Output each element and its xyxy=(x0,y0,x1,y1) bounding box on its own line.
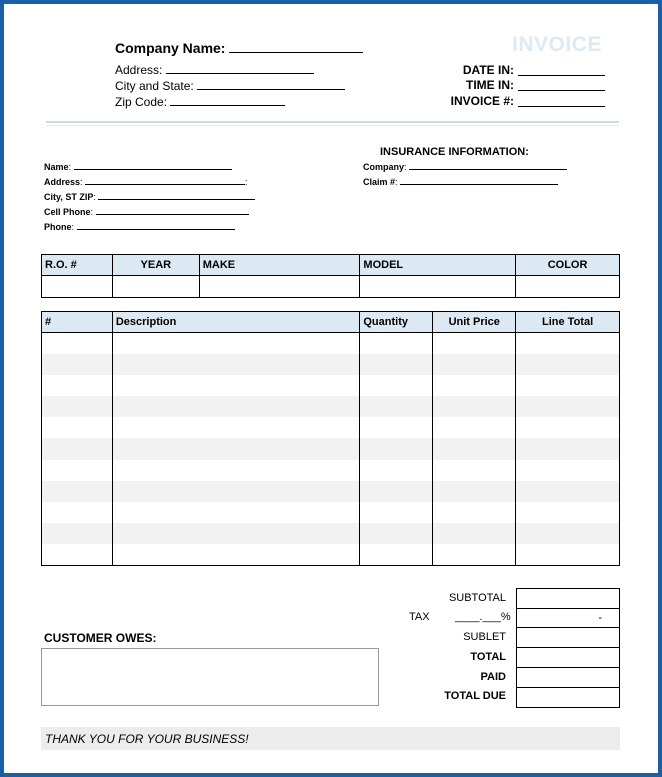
table-row xyxy=(42,523,620,544)
customer-owes-label: CUSTOMER OWES: xyxy=(44,631,157,645)
paid-field[interactable] xyxy=(516,667,620,688)
item-cell[interactable] xyxy=(112,460,360,481)
address-label: Address: xyxy=(115,63,163,77)
year-header: YEAR xyxy=(112,255,199,276)
insurance-company-label: Company xyxy=(363,162,405,172)
customer-phone-label: Phone xyxy=(44,222,72,232)
date-in-field[interactable] xyxy=(518,63,605,76)
item-cell[interactable] xyxy=(42,523,113,544)
model-cell[interactable] xyxy=(360,276,516,298)
vehicle-table-row xyxy=(42,276,620,298)
paid-label: PAID xyxy=(480,671,506,683)
table-row xyxy=(42,417,620,438)
item-cell[interactable] xyxy=(433,438,516,459)
color-header: COLOR xyxy=(516,255,620,276)
item-cell[interactable] xyxy=(360,438,433,459)
tax-rate[interactable]: ____.___% xyxy=(455,611,511,623)
vehicle-table-header xyxy=(42,255,620,276)
invoice-number-label: INVOICE #: xyxy=(450,94,514,108)
item-cell[interactable] xyxy=(112,375,360,396)
insurance-company-field[interactable] xyxy=(409,169,567,170)
table-row xyxy=(42,375,620,396)
item-cell[interactable] xyxy=(360,333,433,354)
customer-name-row: Name: xyxy=(44,162,232,172)
item-cell[interactable] xyxy=(360,544,433,565)
thank-you-banner: THANK YOU FOR YOUR BUSINESS! xyxy=(41,727,620,750)
item-cell[interactable] xyxy=(360,417,433,438)
item-cell[interactable] xyxy=(112,417,360,438)
line-items-header xyxy=(42,312,620,333)
item-cell[interactable] xyxy=(360,523,433,544)
tax-field[interactable] xyxy=(516,608,620,628)
item-cell[interactable] xyxy=(516,333,620,354)
item-cell[interactable] xyxy=(42,502,113,523)
invoice-watermark: INVOICE xyxy=(512,33,602,56)
customer-city-field[interactable] xyxy=(98,199,255,200)
customer-city-label: City, ST ZIP xyxy=(44,192,94,202)
item-cell[interactable] xyxy=(433,417,516,438)
table-row xyxy=(42,354,620,375)
item-cell[interactable] xyxy=(112,438,360,459)
item-cell[interactable] xyxy=(112,354,360,375)
sublet-label: SUBLET xyxy=(463,631,506,643)
time-in-field[interactable] xyxy=(518,78,605,91)
subtotal-field[interactable] xyxy=(516,588,620,609)
item-cell[interactable] xyxy=(433,544,516,565)
ro-number-header: R.O. # xyxy=(42,255,113,276)
customer-phone-row: Phone: xyxy=(44,222,235,232)
invoice-number-field[interactable] xyxy=(518,94,605,107)
item-cell[interactable] xyxy=(433,396,516,417)
item-cell[interactable] xyxy=(42,375,113,396)
item-cell[interactable] xyxy=(433,523,516,544)
item-cell[interactable] xyxy=(112,502,360,523)
insurance-title: INSURANCE INFORMATION: xyxy=(380,146,529,158)
tax-label: TAX xyxy=(409,611,430,623)
item-cell[interactable] xyxy=(433,460,516,481)
item-cell[interactable] xyxy=(112,333,360,354)
customer-city-row: City, ST ZIP: xyxy=(44,192,255,202)
sublet-field[interactable] xyxy=(516,627,620,648)
description-header: Description xyxy=(112,312,360,333)
claim-number-label: Claim # xyxy=(363,177,396,187)
city-state-field[interactable] xyxy=(197,89,345,90)
customer-cell-row: Cell Phone: xyxy=(44,207,249,217)
item-cell[interactable] xyxy=(433,502,516,523)
item-cell[interactable] xyxy=(516,396,620,417)
item-cell[interactable] xyxy=(112,523,360,544)
color-cell[interactable] xyxy=(516,276,620,298)
address-row xyxy=(115,63,314,77)
zip-label: Zip Code: xyxy=(115,95,168,109)
zip-field[interactable] xyxy=(170,105,285,106)
customer-address-label: Address xyxy=(44,177,81,187)
customer-owes-box[interactable] xyxy=(41,648,379,706)
tax-value: - xyxy=(598,612,602,624)
table-row xyxy=(42,544,620,565)
item-cell[interactable] xyxy=(112,544,360,565)
total-due-field[interactable] xyxy=(516,687,620,708)
item-cell[interactable] xyxy=(42,544,113,565)
item-cell[interactable] xyxy=(433,333,516,354)
item-cell[interactable] xyxy=(42,354,113,375)
address-field[interactable] xyxy=(166,73,314,74)
table-row xyxy=(42,438,620,459)
item-cell[interactable] xyxy=(42,333,113,354)
time-in-label: TIME IN: xyxy=(466,78,514,92)
zip-row xyxy=(115,95,285,109)
year-cell[interactable] xyxy=(112,276,199,298)
item-cell[interactable] xyxy=(516,523,620,544)
item-cell[interactable] xyxy=(516,481,620,502)
company-name-row xyxy=(115,40,363,56)
line-items-table xyxy=(41,311,620,566)
customer-name-label: Name xyxy=(44,162,69,172)
claim-number-row: Claim #: xyxy=(363,177,558,187)
item-number-header: # xyxy=(42,312,113,333)
insurance-company-row: Company: xyxy=(363,162,567,172)
vehicle-table xyxy=(41,254,620,298)
item-cell[interactable] xyxy=(360,460,433,481)
header-divider xyxy=(46,121,619,123)
item-cell[interactable] xyxy=(42,460,113,481)
item-cell[interactable] xyxy=(42,396,113,417)
claim-number-field[interactable] xyxy=(400,184,558,185)
item-cell[interactable] xyxy=(360,502,433,523)
city-state-row xyxy=(115,79,345,93)
total-field[interactable] xyxy=(516,647,620,668)
item-cell[interactable] xyxy=(42,481,113,502)
unit-price-header: Unit Price xyxy=(433,312,516,333)
header-divider-light xyxy=(46,125,619,126)
customer-address-row: Address: : xyxy=(44,177,248,187)
customer-cell-field[interactable] xyxy=(96,214,249,215)
item-cell[interactable] xyxy=(112,481,360,502)
item-cell[interactable] xyxy=(516,502,620,523)
subtotal-label: SUBTOTAL xyxy=(448,592,506,604)
company-name-label: Company Name: xyxy=(115,40,226,56)
company-name-field[interactable] xyxy=(229,52,363,53)
item-cell[interactable] xyxy=(42,438,113,459)
customer-phone-field[interactable] xyxy=(77,229,235,230)
item-cell[interactable] xyxy=(516,354,620,375)
item-cell[interactable] xyxy=(360,396,433,417)
item-cell[interactable] xyxy=(433,354,516,375)
total-label: TOTAL xyxy=(470,651,506,663)
item-cell[interactable] xyxy=(433,481,516,502)
item-cell[interactable] xyxy=(42,417,113,438)
item-cell[interactable] xyxy=(516,460,620,481)
model-header: MODEL xyxy=(360,255,516,276)
item-cell[interactable] xyxy=(516,375,620,396)
item-cell[interactable] xyxy=(516,438,620,459)
item-cell[interactable] xyxy=(360,481,433,502)
table-row xyxy=(42,396,620,417)
line-total-header: Line Total xyxy=(516,312,620,333)
table-row xyxy=(42,333,620,354)
table-row xyxy=(42,460,620,481)
make-header: MAKE xyxy=(199,255,360,276)
table-row xyxy=(42,481,620,502)
customer-cell-label: Cell Phone xyxy=(44,207,91,217)
item-cell[interactable] xyxy=(112,396,360,417)
item-cell[interactable] xyxy=(433,375,516,396)
quantity-header: Quantity xyxy=(360,312,433,333)
customer-address-field[interactable] xyxy=(85,184,245,185)
item-cell[interactable] xyxy=(516,544,620,565)
item-cell[interactable] xyxy=(360,354,433,375)
customer-name-field[interactable] xyxy=(74,169,232,170)
item-cell[interactable] xyxy=(360,375,433,396)
table-row xyxy=(42,502,620,523)
item-cell[interactable] xyxy=(516,417,620,438)
make-cell[interactable] xyxy=(199,276,360,298)
city-state-label: City and State: xyxy=(115,79,194,93)
date-in-label: DATE IN: xyxy=(462,63,514,77)
ro-number-cell[interactable] xyxy=(42,276,113,298)
total-due-label: TOTAL DUE xyxy=(444,690,506,702)
